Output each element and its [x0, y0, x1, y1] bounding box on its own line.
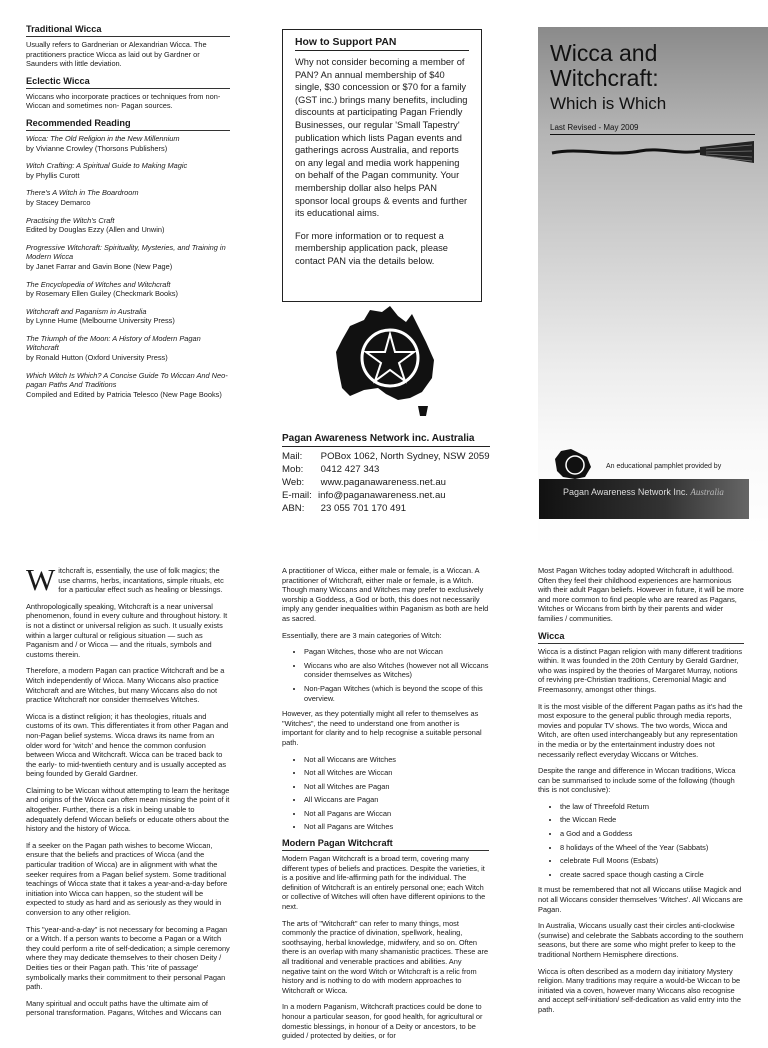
pan-brand-badge: [539, 447, 749, 519]
list-item: • Not all Witches are Wiccan: [304, 768, 489, 778]
list-item: • Wiccans who are also Witches (however not all Wiccans consider themselves as Witches): [304, 661, 489, 680]
book-author: by Phyllis Curott: [26, 170, 80, 180]
contact-row-mail: [282, 450, 490, 463]
paragraph: Anthropologically speaking, Witchcraft is a near universal phenomenon, found in every culture and throughout history. It is not a distinct or universal religion as such. It usually exists within a larger cultural or religious situation — such as Paganism and / or Wicca — and the rituals, symbols and customs therein.: [26, 601, 228, 659]
list-item: • Not all Wiccans are Witches: [304, 755, 489, 765]
book-title: Witchcraft and Paganism in Australia: [26, 306, 147, 316]
reading-item: [26, 216, 230, 235]
bottom-column-2: [282, 566, 489, 1048]
book-title: There's A Witch in The Boardroom: [26, 188, 139, 198]
cover-title-line: Witchcraft:: [550, 65, 659, 91]
modern-pagan-witchcraft-heading: Modern Pagan Witchcraft: [282, 838, 489, 851]
book-author: by Vivianne Crowley (Thorsons Publishers): [26, 143, 168, 153]
book-author: by Lynne Hume (Melbourne University Press): [26, 316, 175, 326]
list-item: • a God and a Goddess: [560, 829, 744, 839]
support-paragraph-2: For more information or to request a membership application pack, please contact PAN via the details below.: [295, 230, 448, 266]
eclectic-wicca-heading: Eclectic Wicca: [26, 76, 230, 89]
book-author: Compiled and Edited by Patricia Telesco (New Page Books): [26, 389, 222, 399]
book-author: Edited by Douglas Ezzy (Allen and Unwin): [26, 225, 165, 235]
list-item: • create sacred space though casting a Circle: [560, 870, 744, 880]
brand-name: [563, 487, 724, 497]
contact-row-abn: [282, 502, 490, 515]
broom-icon: [550, 137, 756, 167]
cover-title-line: Wicca and: [550, 40, 658, 66]
contact-block: [282, 432, 490, 515]
book-title: Practising the Witch's Craft: [26, 215, 115, 225]
recommended-reading-heading: Recommended Reading: [26, 118, 230, 131]
bottom-column-1: [26, 562, 232, 1025]
reading-item: [26, 188, 230, 207]
book-title: Witch Crafting: A Spiritual Guide to Making Magic: [26, 161, 188, 171]
contact-label: Web:: [282, 477, 305, 488]
eclectic-wicca-text: Wiccans who incorporate practices or techniques from non-Wiccan and sometimes non- Pagan sources.: [26, 91, 221, 111]
contact-label: Mail:: [282, 451, 303, 462]
paragraph: Modern Pagan Witchcraft is a broad term, covering many different types of beliefs and practices. Despite the varieties, it is a positive and life-affirming path for the individual. The definition of Witchcraft is an entirely personal one; each Witch or collective of Witches will often have different opinions to the next.: [282, 854, 486, 912]
cover-title: [550, 41, 659, 91]
paragraph-text: itchcraft is, essentially, the use of folk magics; the use charms, herbs, incantations, simple rituals, etc for a particular effect such as healing or blessings.: [58, 566, 224, 595]
book-title: Wicca: The Old Religion in the New Millennium: [26, 133, 180, 143]
contact-label: E-mail:: [282, 490, 312, 501]
paragraph: In Australia, Wiccans usually cast their circles anti-clockwise (sunwise) and celebrate the Sabbats according to the southern seasons, but there are some who might prefer to keep to the traditional Northern Hemisphere directions.: [538, 921, 744, 959]
paragraph: Wicca is a distinct Pagan religion with many different traditions within. It was founded in the 20th Century by Gerald Gardner, who was inspired by the theories of Margaret Murray, notions of reviving pre-Christian traditions, Ceremonial Magic and Freemasonry, amongst other things.: [538, 646, 743, 694]
list-item: • the Wiccan Rede: [560, 815, 744, 825]
wicca-heading: Wicca: [538, 631, 744, 644]
paragraph: However, as they potentially might all refer to themselves as "Witches", the need to understand one from another is important for clarity and to help recognise a suitable personal path.: [282, 709, 482, 747]
traditional-wicca-text: Usually refers to Gardnerian or Alexandrian Wicca. The practitioners practice Wicca as laid out by Gardner or Saunders with little deviation.: [26, 40, 207, 69]
support-pan-box: [282, 29, 482, 302]
pan-small-logo-icon: [553, 447, 593, 481]
paragraph: A practitioner of Wicca, either male or female, is a Wiccan. A practitioner of Witchcraft, either male or female, is a Witch. Though many Wiccans and Witches may prefer to exclusively worship a Goddess, a God or both, this does not necessarily imply any gender inequalities within Paganism as both are held as sacred.: [282, 566, 489, 623]
book-title: Progressive Witchcraft: Spirituality, Mysteries, and Training in Modern Wicca: [26, 242, 226, 262]
contact-row-email: [282, 489, 490, 502]
contact-row-web: [282, 476, 490, 489]
paragraph: Essentially, there are 3 main categories of Witch:: [282, 630, 442, 640]
paragraph: It is the most visible of the different Pagan paths as it's had the most exposure to the general public through media reports, movies and popular TV shows. The two words, Wicca and Witch, are often used interchangeably but any representation in the media or by the entertainment industry does not necessarily reflect everyday Wiccans or Witches.: [538, 701, 743, 759]
paragraph: The arts of "Witchcraft" can refer to many things, most commonly the practice of divination, spellwork, healing, soothsaying, herbal knowledge, midwifery, and so on. Often there is an overlap with many shamanistic practices. These are all traditional and venerable practices and abilities. Any negative taint on the word Witch or Witchcraft is a relic from history and is nothing to do with modern approaches to Witchcraft or Wicca.: [282, 918, 489, 995]
witch-categories-list: [282, 647, 489, 703]
book-title: The Encyclopedia of Witches and Witchcraft: [26, 279, 171, 289]
list-item: • Not all Pagans are Witches: [304, 822, 489, 832]
paragraph: Claiming to be Wiccan without attempting to learn the heritage and origins of the Wicca can often mean missing the point of it altogether. Further, there is a risk in being unable to adequately defend Wiccan beliefs or educate others about the history and the history of Wicca.: [26, 785, 230, 834]
book-title: Which Witch Is Which? A Concise Guide To Wiccan And Neo-pagan Paths And Traditions: [26, 370, 228, 390]
brand-bar: [539, 479, 749, 519]
list-item: • Not all Pagans are Wiccan: [304, 809, 489, 819]
intro-paragraph: [26, 562, 232, 597]
book-author: by Stacey Demarco: [26, 197, 91, 207]
paragraph: This "year-and-a-day" is not necessary for becoming a Pagan or a Witch. If a person wants to become a Pagan or a Witch they could perform a rite of self-dedication; a simple ceremony where they may dedicate themselves to their chosen Deity / Deities ties or their Pagan path. This 'rite of passage' symbolically marks their commitment to their personal Pagan path.: [26, 924, 230, 992]
list-item: • 8 holidays of the Wheel of the Year (Sabbats): [560, 843, 744, 853]
paragraph: It must be remembered that not all Wiccans utilise Magick and not all Wiccans consider themselves 'Witches'. All Wiccans are Pagan.: [538, 885, 743, 914]
support-heading: How to Support PAN: [295, 37, 469, 51]
contact-value: 23 055 701 170 491: [320, 503, 407, 514]
book-author: by Ronald Hutton (Oxford University Press): [26, 353, 168, 363]
paragraph: Wicca is a distinct religion; it has theologies, rituals and customs of its own. This differentiates it from other Pagan and non-Pagan belief systems. Wicca draws its name from an older word for 'witch' and hence the common confusion between Wicca and Witchcraft. Wicca can be traced back to the early- to mid-twentieth century and is usually accepted as being founded by Gerald Gardner.: [26, 711, 229, 779]
reading-item: [26, 280, 230, 299]
left-top-column: [26, 24, 230, 407]
not-all-list: [282, 755, 489, 833]
drop-cap: W: [26, 562, 56, 597]
provided-by-text: An educational pamphlet provided by: [606, 463, 722, 470]
contact-row-mobile: [282, 463, 490, 476]
contact-label: ABN:: [282, 503, 305, 514]
paragraph: Most Pagan Witches today adopted Witchcraft in adulthood. Often they feel their childhood experiences are harmonious with their adult Pagan beliefs. However in future, it will be more and more common to find people who are reared as Pagans, Witches or Wiccans from birth by their parents and wider families / communities.: [538, 566, 744, 623]
contact-value: POBox 1062, North Sydney, NSW 2059: [320, 451, 490, 462]
bottom-column-3: [538, 566, 744, 1022]
cover-subtitle: Which is Which: [550, 94, 667, 113]
contact-value: 0412 427 343: [320, 464, 380, 475]
brand-script-text: Australia: [690, 487, 724, 497]
reading-item: [26, 307, 230, 326]
brand-name-text: Pagan Awareness Network Inc.: [563, 487, 688, 497]
contact-heading: Pagan Awareness Network inc. Australia: [282, 432, 490, 447]
support-paragraph-1: Why not consider becoming a member of PAN? An annual membership of $40 single, $30 concession or $70 for a family (GST inc.) brings many benefits, including discounts at participating Pagan Friendly Businesses, our regular 'Small Tapestry' publication which lists Pagan events and gatherings across Australia, and reports on any legal and media work happening on behalf of the Pagan community. Your membership dollar also helps PAN sponsor local groups & events and further its educational aims.: [295, 57, 468, 219]
contact-label: Mob:: [282, 464, 304, 475]
traditional-wicca-heading: Traditional Wicca: [26, 24, 230, 37]
list-item: • Not all Witches are Pagan: [304, 782, 489, 792]
reading-list: [26, 134, 230, 399]
wicca-summary-list: [538, 802, 744, 880]
book-author: by Janet Farrar and Gavin Bone (New Page): [26, 261, 173, 271]
paragraph: In a modern Paganism, Witchcraft practices could be done to honour a particular season, for good health, for agricultural or domestic blessings, in honour of a Deity or ancestors, to be guided / protected by deities, or for: [282, 1002, 483, 1041]
list-item: • Pagan Witches, those who are not Wiccan: [304, 647, 489, 657]
list-item: • All Wiccans are Pagan: [304, 795, 489, 805]
reading-item: [26, 371, 230, 400]
list-item: • Non-Pagan Witches (which is beyond the scope of this overview.: [304, 684, 489, 703]
reading-item: [26, 334, 230, 363]
last-revised: Last Revised - May 2009: [550, 123, 755, 135]
paragraph: Many spiritual and occult paths have the ultimate aim of personal transformation. Pagans, Witches and Wiccans can: [26, 998, 222, 1018]
contact-value: info@paganawareness.net.au: [318, 490, 446, 501]
contact-value: www.paganawareness.net.au: [320, 477, 447, 488]
book-title: The Triumph of the Moon: A History of Modern Pagan Witchcraft: [26, 333, 201, 353]
paragraph: Wicca is often described as a modern day initiatory Mystery religion. Many traditions may require a would-be Wiccan to be initiated via a coven, however many Wiccans also recognise and accept self-initiation/ self-dedication as valid entry into the path.: [538, 966, 741, 1014]
reading-item: [26, 243, 230, 272]
paragraph: Despite the range and difference in Wiccan traditions, Wicca can be summarised to include some of the following (though this is not conclusive):: [538, 766, 736, 795]
book-author: by Rosemary Ellen Guiley (Checkmark Books): [26, 289, 178, 299]
paragraph: If a seeker on the Pagan path wishes to become Wiccan, ensure that the beliefs and practices of Wicca (and the particular tradition of Wicca) are in alignment with what the seeker requires from a Pagan belief system. Some traditional teachings of Wicca state that it takes a year-and-a-day before initiation into Wicca can happen, so the student will be expected to study as hard and as seriously as they would in conversion to any other religion.: [26, 840, 228, 917]
list-item: • the law of Threefold Return: [560, 802, 744, 812]
list-item: • celebrate Full Moons (Esbats): [560, 856, 744, 866]
reading-item: [26, 134, 230, 153]
reading-item: [26, 161, 230, 180]
pan-australia-logo: [334, 302, 438, 422]
paragraph: Therefore, a modern Pagan can practice Witchcraft and be a Witch independently of Wicca. Many Wiccans also practice Witchcraft and are Witches, but many Wiccans also do not practice Witchcraft nor consider themselves Witches.: [26, 666, 225, 705]
